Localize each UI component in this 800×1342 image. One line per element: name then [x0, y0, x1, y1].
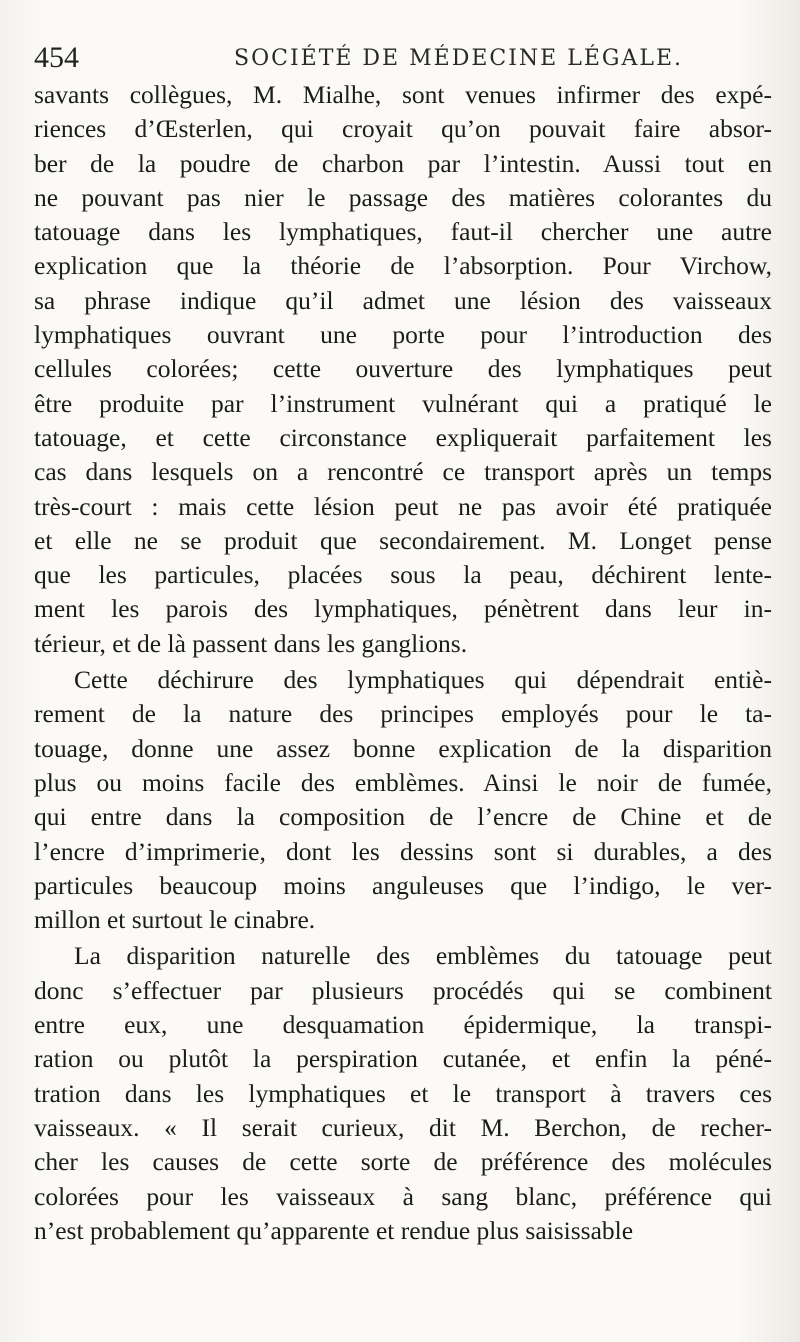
page-header: [34, 40, 784, 76]
text-line: térieur, et de là passent dans les ganglions.: [34, 628, 468, 658]
text-line: cas dans lesquels on a rencontré ce transport après un temps: [34, 457, 772, 487]
page-number: 454: [34, 41, 79, 74]
text-line: La disparition naturelle des emblèmes du tatouage peut: [74, 941, 772, 971]
body-text: [34, 78, 772, 1248]
text-line: être produite par l’instrument vulnérant qui a pratiqué le: [34, 388, 772, 418]
text-line: ber de la poudre de charbon par l’intestin. Aussi tout en: [34, 148, 772, 178]
text-line: colorées pour les vaisseaux à sang blanc, préférence qui: [34, 1181, 772, 1211]
text-line: vaisseaux. « Il serait curieux, dit M. Berchon, de recher-: [34, 1112, 772, 1142]
paragraph: [34, 939, 772, 1248]
text-line: savants collègues, M. Mialhe, sont venues infirmer des expé-: [34, 80, 772, 109]
paragraph: [34, 78, 772, 661]
text-line: n’est probablement qu’apparente et rendue plus saisissable: [34, 1215, 634, 1245]
text-line: cher les causes de cette sorte de préférence des molécules: [34, 1147, 772, 1177]
text-line: et elle ne se produit que secondairement. M. Longet pense: [34, 525, 772, 555]
text-line: tration dans les lymphatiques et le transport à travers ces: [34, 1078, 772, 1108]
running-head: SOCIÉTÉ DE MÉDECINE LÉGALE.: [234, 46, 684, 71]
text-line: riences d’Œsterlen, qui croyait qu’on pouvait faire absor-: [34, 114, 772, 144]
text-line: plus ou moins facile des emblèmes. Ainsi le noir de fumée,: [34, 767, 772, 797]
text-line: millon et surtout le cinabre.: [34, 905, 316, 935]
text-line: sa phrase indique qu’il admet une lésion des vaisseaux: [34, 285, 772, 315]
text-line: l’encre d’imprimerie, dont les dessins sont si durables, a des: [34, 836, 772, 866]
text-line: qui entre dans la composition de l’encre de Chine et de: [34, 802, 772, 832]
text-line: cellules colorées; cette ouverture des lymphatiques peut: [34, 354, 772, 384]
text-line: très-court : mais cette lésion peut ne pas avoir été pratiquée: [34, 491, 772, 521]
text-line: tatouage, et cette circonstance expliquerait parfaitement les: [34, 422, 772, 452]
text-line: ration ou plutôt la perspiration cutanée, et enfin la péné-: [34, 1044, 772, 1074]
text-line: entre eux, une desquamation épidermique, la transpi-: [34, 1010, 772, 1040]
text-line: tatouage dans les lymphatiques, faut-il chercher une autre: [34, 217, 772, 247]
text-line: explication que la théorie de l’absorption. Pour Virchow,: [34, 251, 772, 281]
text-line: particules beaucoup moins anguleuses que l’indigo, le ver-: [34, 870, 772, 900]
text-line: ne pouvant pas nier le passage des matières colorantes du: [34, 182, 772, 212]
text-line: touage, donne une assez bonne explication de la disparition: [34, 733, 772, 763]
paragraph: [34, 663, 772, 937]
text-line: donc s’effectuer par plusieurs procédés qui se combinent: [34, 975, 772, 1005]
text-line: ment les parois des lymphatiques, pénètrent dans leur in-: [34, 594, 772, 624]
text-line: Cette déchirure des lymphatiques qui dépendrait entiè-: [74, 665, 772, 695]
text-line: que les particules, placées sous la peau, déchirent lente-: [34, 560, 772, 590]
text-line: rement de la nature des principes employés pour le ta-: [34, 699, 772, 729]
text-line: lymphatiques ouvrant une porte pour l’introduction des: [34, 320, 772, 350]
